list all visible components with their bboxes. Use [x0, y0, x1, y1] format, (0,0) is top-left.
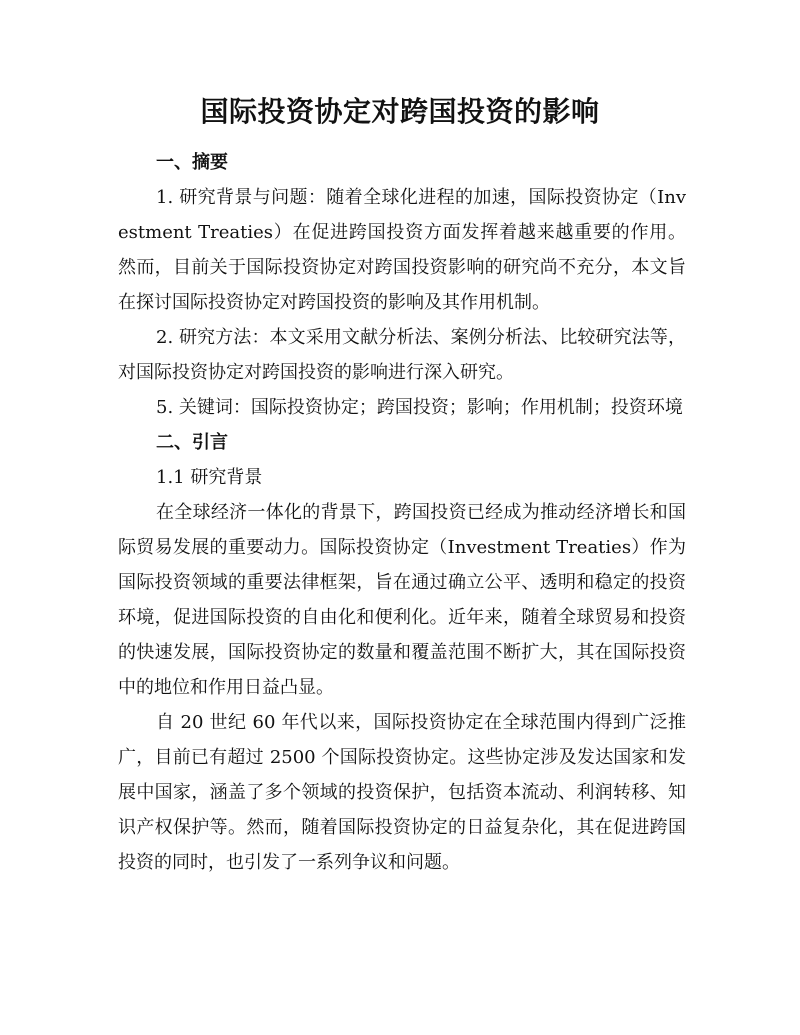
research-background-subheading: 1.1 研究背景: [156, 467, 263, 488]
introduction-paragraph-1: 在全球经济一体化的背景下，跨国投资已经成为推动经济增长和国际贸易发展的重要动力。国际投资协定（Investment Treaties）作为国际投资领域的重要法律框架，旨在通过确立公平、透明和稳定的投资环境，促进国际投资的自由化和便利化。近年来，随着全球贸易和投资的快速发展，国际投资协定的数量和覆盖范围不断扩大，其在国际投资中的地位和作用日益凸显。: [118, 502, 686, 698]
introduction-heading: 二、引言: [156, 432, 228, 453]
abstract-background-paragraph: 1. 研究背景与问题：随着全球化进程的加速，国际投资协定（Investment Treaties）在促进跨国投资方面发挥着越来越重要的作用。然而，目前关于国际投资协定对跨国投资影响的研究尚不充分，本文旨在探讨国际投资协定对跨国投资的影响及其作用机制。: [118, 187, 686, 313]
abstract-keywords-paragraph: 5. 关键词：国际投资协定；跨国投资；影响；作用机制；投资环境: [156, 397, 683, 418]
abstract-heading: 一、摘要: [156, 152, 228, 173]
document-title: 国际投资协定对跨国投资的影响: [200, 95, 600, 128]
introduction-paragraph-2: 自 20 世纪 60 年代以来，国际投资协定在全球范围内得到广泛推广，目前已有超过 2500 个国际投资协定。这些协定涉及发达国家和发展中国家，涵盖了多个领域的投资保护，包括资本流动、利润转移、知识产权保护等。然而，随着国际投资协定的日益复杂化，其在促进跨国投资的同时，也引发了一系列争议和问题。: [118, 712, 686, 873]
abstract-method-paragraph: 2. 研究方法：本文采用文献分析法、案例分析法、比较研究法等，对国际投资协定对跨国投资的影响进行深入研究。: [118, 327, 686, 383]
document-body: [118, 145, 686, 880]
